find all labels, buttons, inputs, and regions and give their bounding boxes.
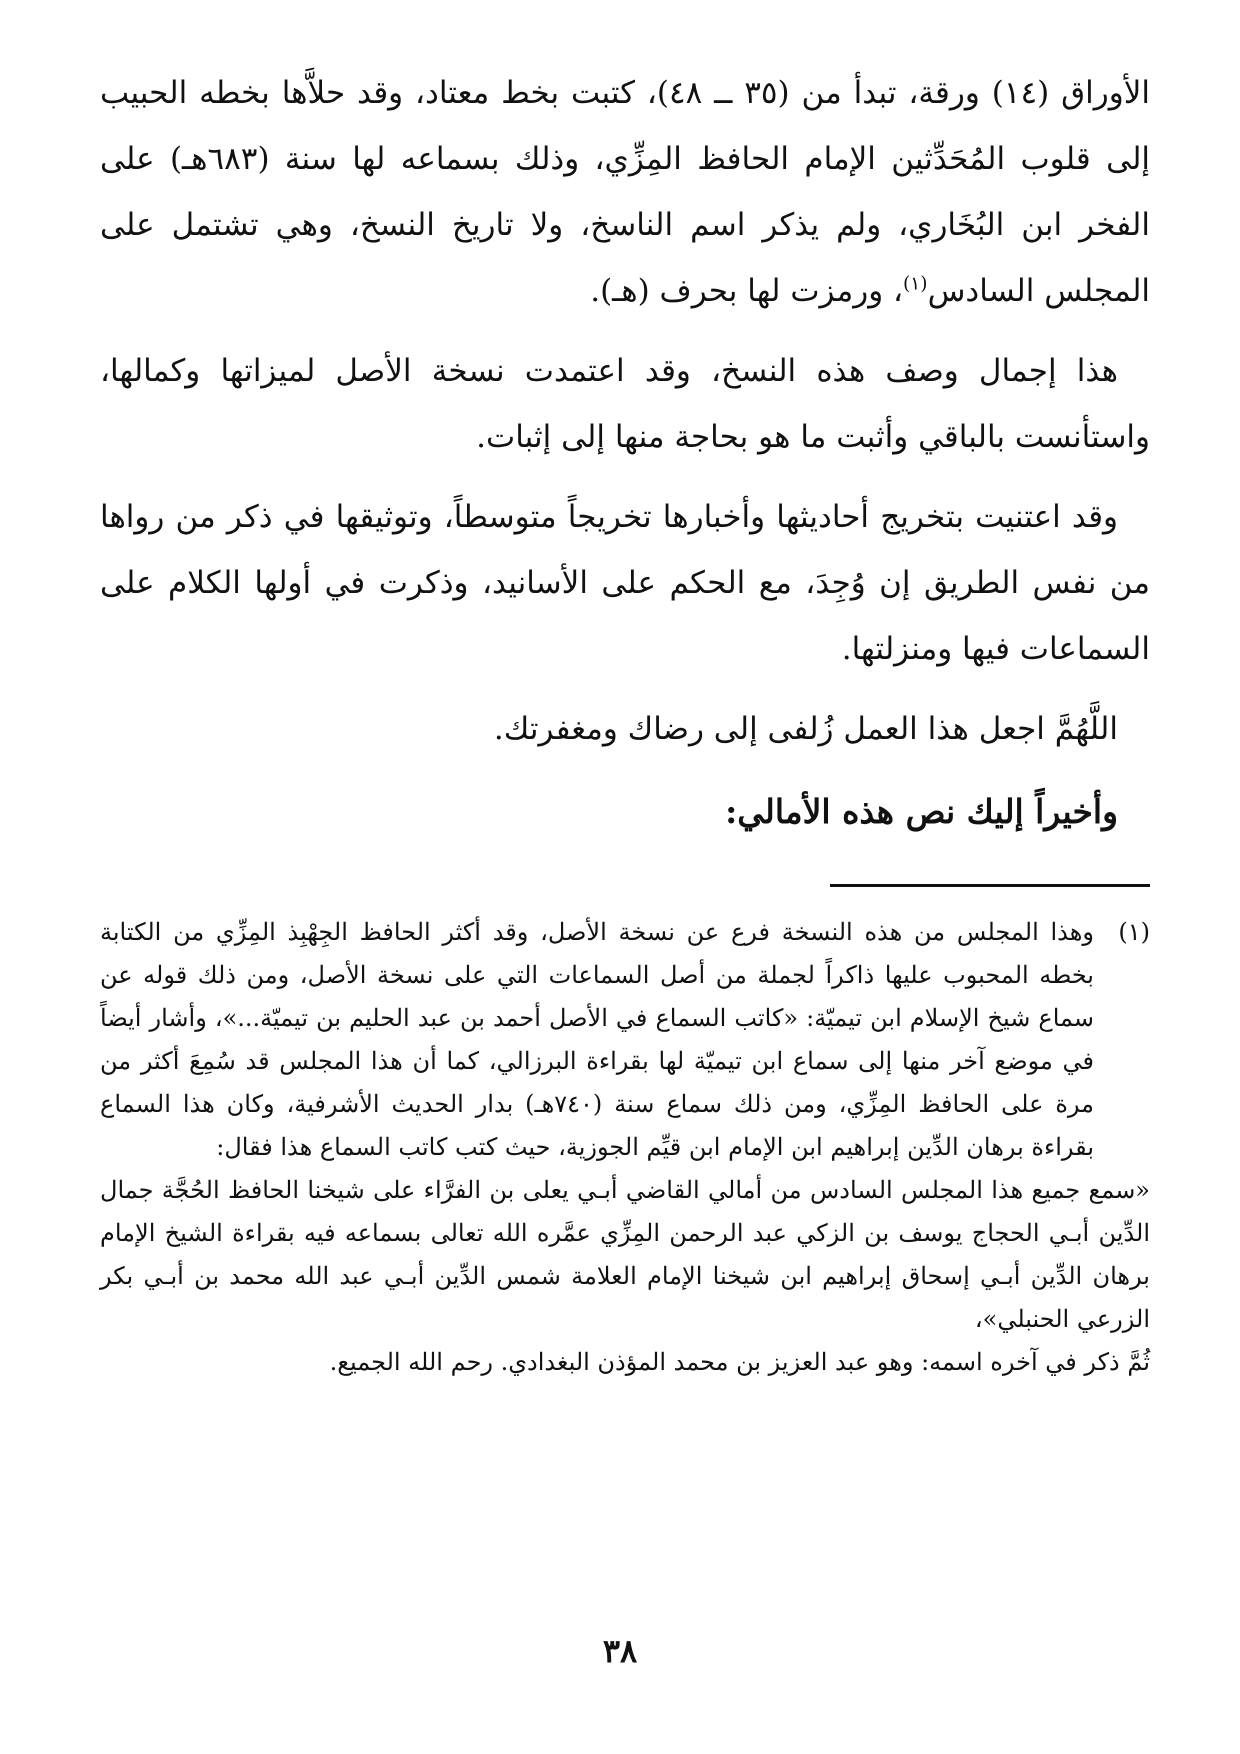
footnote-text: وهذا المجلس من هذه النسخة فرع عن نسخة الأصل، وقد أكثر الحافظ الجِهْبِذ المِزِّي من الكتابة بخطه المحبوب عليها ذاكراً لجملة من أصل السماعات التي على نسخة الأصل، ومن ذلك قوله عن سماع شيخ الإسلام ابن تيميّة: «كاتب السماع في الأصل أحمد بن عبد الحليم بن تيميّة...»، وأشار أيضاً في موضع آخر منها إلى سماع ابن تيميّة لها بقراءة البرزالي، كما أن هذا المجلس قد سُمِعَ أكثر من مرة على الحافظ المِزِّي، ومن ذلك سماع سنة (٧٤٠هـ) بدار الحديث الأشرفية، وكان هذا السماع بقراءة برهان الدِّين إبراهيم ابن الإمام ابن قيِّم الجوزية، حيث كتب كاتب السماع هذا فقال: [100,918,1095,1161]
page-number: ٣٨ [602,1632,638,1670]
main-text [100,60,1150,848]
footnote-body [100,911,1094,1169]
footnote-quote: «سمع جميع هذا المجلس السادس من أمالي القاضي أبـي يعلى بن الفرَّاء على شيخنا الحافظ الحُجَّة جمال الدِّين أبـي الحجاج يوسف بن الزكي عبد الرحمن المِزِّي عمَّره الله تعالى بسماعه فيه بقراءة الشيخ الإمام برهان الدِّين أبـي إسحاق إبراهيم ابن شيخنا الإمام العلامة شمس الدِّين أبـي عبد الله محمد بن أبـي بكر الزرعي الحنبلي»، [100,1176,1150,1333]
footnote-number: (١) [1118,918,1150,946]
section-heading: وأخيراً إليك نص هذه الأمالي: [725,792,1118,831]
paragraph-summary: هذا إجمال وصف هذه النسخ، وقد اعتمدت نسخة الأصل لميزاتها وكمالها، واستأنست بالباقي وأثبت ما هو بحاجة منها إلى إثبات. [100,353,1150,455]
footnote [100,911,1150,1169]
paragraph-methodology: وقد اعتنيت بتخريج أحاديثها وأخبارها تخريجاً متوسطاً، وتوثيقها في ذكر من رواها من نفس الطريق إن وُجِدَ، مع الحكم على الأسانيد، وذكرت في أولها الكلام على السماعات فيها ومنزلتها. [100,499,1150,667]
footnote-divider [830,884,1150,887]
paragraph-1-tail: ، ورمزت لها بحرف (هـ). [590,273,904,309]
footnote-reference[interactable]: (١) [903,273,928,295]
paragraph-manuscript-description [100,60,1150,324]
book-page [100,60,1150,1720]
paragraph-supplication: اللَّهُمَّ اجعل هذا العمل زُلفى إلى رضاك ومغفرتك. [493,711,1118,747]
paragraph-1-text: الأوراق (١٤) ورقة، تبدأ من (٣٥ ــ ٤٨)، كتبت بخط معتاد، وقد حلاَّها بخطه الحبيب إلى قلوب المُحَدِّثين الإمام الحافظ المِزِّي، وذلك بسماعه لها سنة (٦٨٣هـ) على الفخر ابن البُخَاري، ولم يذكر اسم الناسخ، ولا تاريخ النسخ، وهي تشتمل على المجلس السادس [100,75,1151,309]
footnote-closing: ثُمَّ ذكر في آخره اسمه: وهو عبد العزيز بن محمد المؤذن البغدادي. رحم الله الجميع. [329,1348,1150,1376]
